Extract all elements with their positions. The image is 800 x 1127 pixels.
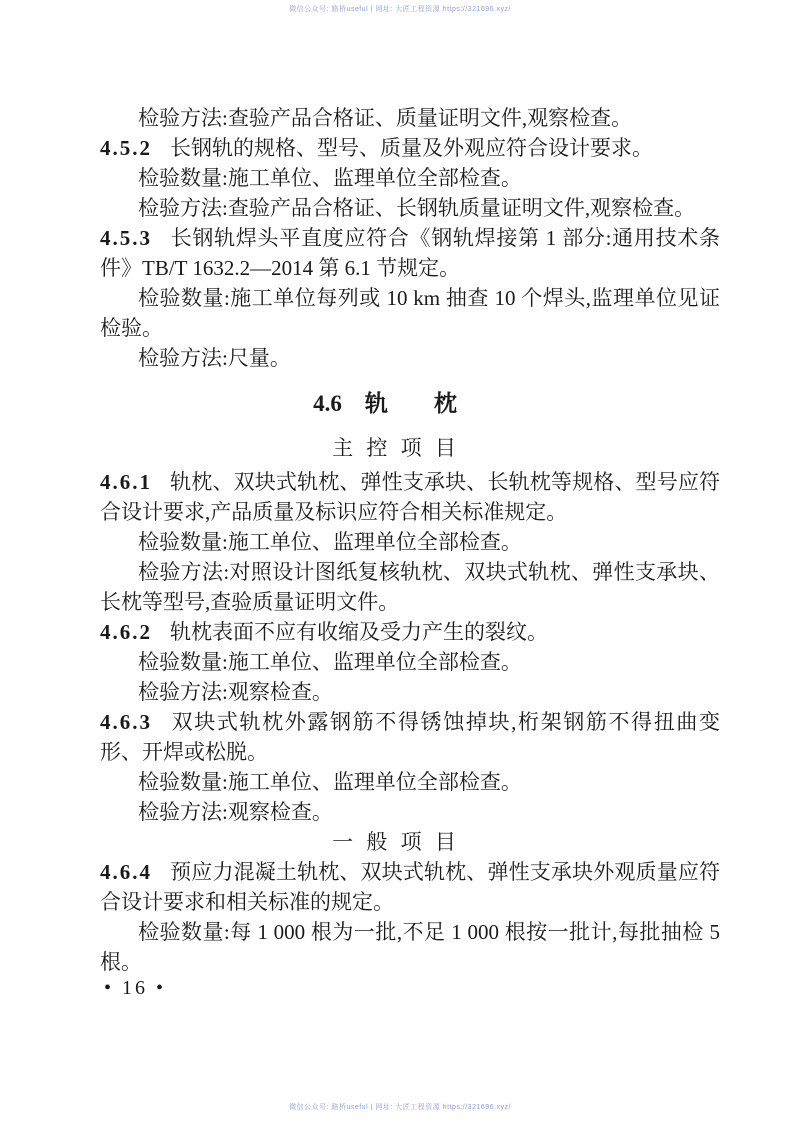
clause-number: 4.6.1 — [100, 470, 152, 494]
inspection-line: 检验方法:查验产品合格证、质量证明文件,观察检查。 — [138, 106, 633, 130]
clause-paragraph — [100, 617, 720, 647]
clause-text: 双块式轨枕外露钢筋不得锈蚀掉块,桁架钢筋不得扭曲变形、开焊或松脱。 — [100, 710, 720, 764]
clause-paragraph — [100, 133, 720, 163]
page-number: • 16 • — [104, 977, 167, 999]
clause-text: 轨枕、双块式轨枕、弹性支承块、长轨枕等规格、型号应符合设计要求,产品质量及标识应符合相关标准规定。 — [100, 470, 720, 524]
inspection-line: 检验方法:尺量。 — [138, 346, 291, 370]
inspection-line: 检验方法:观察检查。 — [138, 680, 333, 704]
subheading-main-control-items: 主 控 项 目 — [332, 436, 460, 460]
section-heading: 4.6 轨 枕 — [313, 391, 457, 416]
inspection-line: 检验方法:对照设计图纸复核轨枕、双块式轨枕、弹性支承块、长枕等型号,查验质量证明文件。 — [100, 560, 720, 614]
watermark-top: 微信公众号: 路桥useful | 网址: 大匠工程资源 https://321696.xyz/ — [289, 6, 511, 13]
clause-paragraph — [100, 857, 720, 917]
inspection-line: 检验数量:每 1 000 根为一批,不足 1 000 根按一批计,每批抽检 5 根。 — [100, 920, 720, 974]
clause-text: 长钢轨焊头平直度应符合《钢轨焊接第 1 部分:通用技术条件》TB/T 1632.2—2014 第 6.1 节规定。 — [100, 226, 720, 280]
clause-number: 4.5.3 — [100, 226, 152, 250]
inspection-line: 检验数量:施工单位、监理单位全部检查。 — [138, 770, 522, 794]
clause-text: 长钢轨的规格、型号、质量及外观应符合设计要求。 — [170, 136, 653, 160]
clause-number: 4.6.2 — [100, 620, 152, 644]
clause-paragraph — [100, 223, 720, 283]
inspection-line: 检验数量:施工单位、监理单位全部检查。 — [138, 650, 522, 674]
clause-paragraph — [100, 707, 720, 767]
subheading-general-items: 一 般 项 目 — [332, 830, 460, 854]
clause-number: 4.5.2 — [100, 136, 152, 160]
clause-number: 4.6.3 — [100, 710, 152, 734]
watermark-bottom: 微信公众号: 路桥useful | 网址: 大匠工程资源 https://321696.xyz/ — [289, 1104, 511, 1111]
inspection-line: 检验数量:施工单位、监理单位全部检查。 — [138, 530, 522, 554]
clause-text: 预应力混凝土轨枕、双块式轨枕、弹性支承块外观质量应符合设计要求和相关标准的规定。 — [100, 860, 720, 914]
clause-number: 4.6.4 — [100, 860, 152, 884]
inspection-line: 检验数量:施工单位、监理单位全部检查。 — [138, 166, 522, 190]
inspection-line: 检验方法:查验产品合格证、长钢轨质量证明文件,观察检查。 — [138, 196, 696, 220]
document-page-content — [100, 103, 720, 977]
inspection-line: 检验数量:施工单位每列或 10 km 抽查 10 个焊头,监理单位见证检验。 — [100, 286, 720, 340]
inspection-line: 检验方法:观察检查。 — [138, 800, 333, 824]
clause-paragraph — [100, 467, 720, 527]
clause-text: 轨枕表面不应有收缩及受力产生的裂纹。 — [170, 620, 548, 644]
